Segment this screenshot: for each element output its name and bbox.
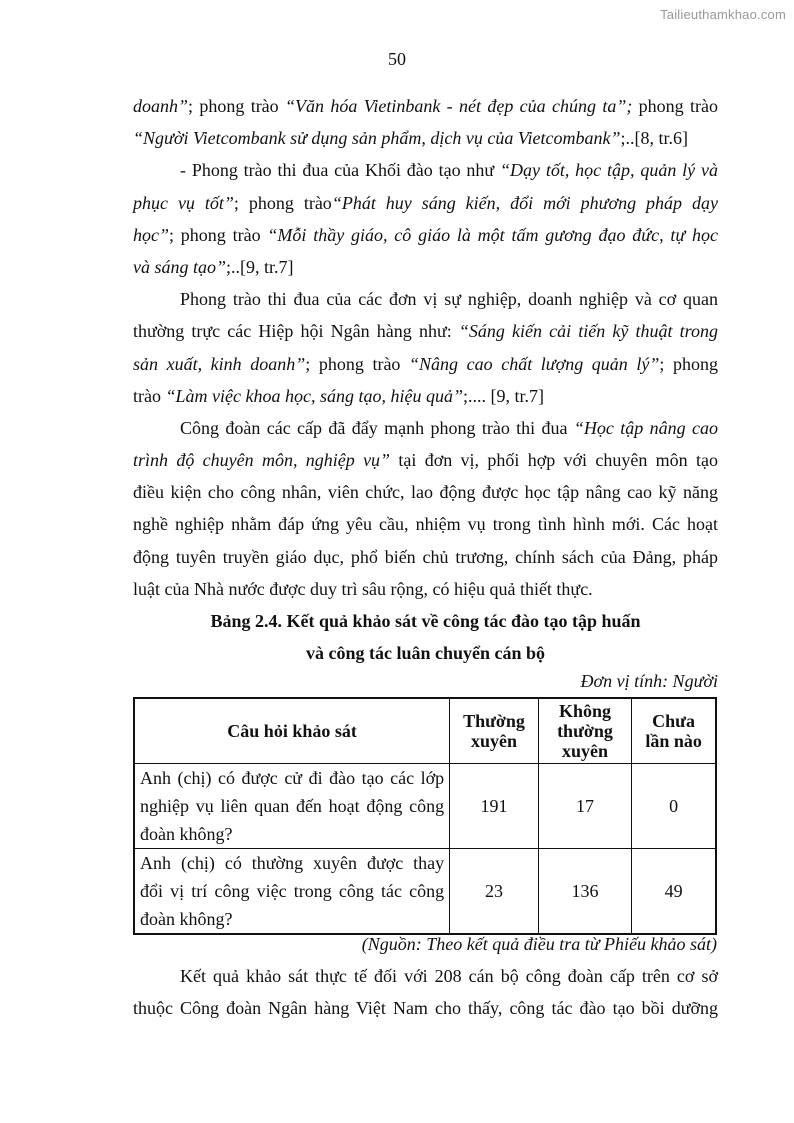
paragraph-line [133, 508, 718, 540]
header-line: lần nào [645, 731, 702, 751]
question-cell [134, 764, 450, 849]
paragraph-line [133, 476, 718, 508]
body-text: ; phong trào [233, 192, 332, 213]
quote-text: doanh” [133, 96, 189, 116]
irregular-cell: 17 [538, 764, 631, 849]
body-text: ;..[8, tr.6] [620, 128, 689, 149]
quote-text: “Phát huy sáng kiến, đổi mới phương pháp dạy [331, 192, 718, 213]
column-header-irregular [538, 698, 631, 764]
question-line: Anh (chị) có thường xuyên được thay [140, 853, 445, 873]
quote-text: “Văn hóa Vietinbank - nét đẹp của chúng ta”; [285, 96, 633, 116]
survey-table [133, 697, 717, 935]
quote-text: “Sáng kiến cải tiến kỹ thuật trong [458, 321, 718, 342]
body-text: ;.... [9, tr.7] [462, 385, 544, 406]
body-text: ; phong trào [188, 96, 286, 116]
column-header-never [632, 698, 716, 764]
table-header-row [134, 698, 716, 764]
question-line: đoàn không? [140, 909, 233, 929]
body-text: tại đơn vị, phối hợp với chuyên môn tạo [390, 450, 718, 471]
paragraph-line: Kết quả khảo sát thực tế đối với 208 cán bộ công đoàn cấp trên cơ sở [180, 966, 718, 986]
question-line: Anh (chị) có được cử đi đào tạo các lớp [140, 768, 445, 788]
column-header-regular [450, 698, 539, 764]
irregular-cell: 136 [538, 849, 631, 935]
quote-text: “Người Vietcombank sử dụng sản phẩm, dịch vụ của Vietcombank” [133, 128, 621, 149]
header-line: Chưa [652, 711, 695, 731]
header-line: thường [557, 721, 613, 741]
quote-text: “Học tập nâng cao [573, 417, 718, 438]
body-text: ;..[9, tr.7] [226, 256, 294, 277]
paragraph-line [133, 283, 718, 315]
quote-text: trình độ chuyên môn, nghiệp vụ” [133, 450, 391, 471]
paragraph-line [133, 251, 718, 283]
table-caption: Bảng 2.4. Kết quả khảo sát về công tác đào tạo tập huấn [210, 611, 641, 631]
never-cell: 0 [632, 764, 716, 849]
body-text: luật của Nhà nước được duy trì sâu rộng, có hiệu quả thiết thực. [133, 578, 593, 599]
paragraph-line: thuộc Công đoàn Ngân hàng Việt Nam cho thấy, công tác đào tạo bồi dưỡng [133, 998, 718, 1019]
quote-text: phục vụ tốt” [133, 192, 234, 213]
table-row [134, 764, 716, 849]
regular-cell: 23 [450, 849, 539, 935]
quote-text: học” [133, 224, 169, 245]
body-text: ; phong trào [169, 224, 268, 245]
column-header-question: Câu hỏi khảo sát [134, 698, 450, 764]
body-text: động tuyên truyền giáo dục, phổ biến chủ trương, chính sách của Đảng, pháp [133, 546, 718, 567]
quote-text: và sáng tạo” [133, 256, 227, 277]
body-text: trào [133, 385, 166, 406]
quote-text: “Làm việc khoa học, sáng tạo, hiệu quả” [165, 385, 463, 406]
body-text: Công đoàn các cấp đã đẩy mạnh phong trào thi đua [180, 417, 574, 438]
paragraph-line [133, 122, 718, 154]
header-line: Thường [463, 711, 525, 731]
header-line: xuyên [470, 731, 517, 751]
table-source: (Nguồn: Theo kết quả điều tra từ Phiếu khảo sát) [361, 934, 717, 954]
paragraph-line [133, 154, 718, 186]
paragraph-line [133, 573, 718, 605]
quote-text: sản xuất, kinh doanh” [133, 353, 306, 374]
body-text: nghề nghiệp nhằm đáp ứng yêu cầu, nhiệm vụ trong tình hình mới. Các hoạt [133, 514, 718, 535]
body-text: điều kiện cho công nhân, viên chức, lao động được học tập nâng cao kỹ năng [133, 482, 718, 503]
body-text: - Phong trào thi đua của Khối đào tạo như [180, 160, 501, 181]
table-row [134, 849, 716, 935]
question-line: nghiệp vụ liên quan đến hoạt động công [140, 796, 445, 816]
paragraph-line [133, 541, 718, 573]
body-text: ; phong [659, 353, 718, 374]
body-text: ; phong trào [305, 353, 410, 374]
paragraph-line [133, 90, 718, 122]
header-line: Không [558, 701, 611, 721]
body-text: Phong trào thi đua của các đơn vị sự nghiệp, doanh nghiệp và cơ quan [180, 289, 718, 310]
never-cell: 49 [632, 849, 716, 935]
table-unit: Đơn vị tính: Người [580, 671, 718, 692]
page-number: 50 [388, 49, 406, 69]
quote-text: “Mỗi thầy giáo, cô giáo là một tấm gương đạo đức, tự học [267, 224, 718, 245]
table-caption: và công tác luân chuyển cán bộ [305, 643, 546, 664]
paragraph-line [133, 380, 718, 412]
paragraph-line [133, 187, 718, 219]
regular-cell: 191 [450, 764, 539, 849]
paragraph-line [133, 315, 718, 347]
document-body [133, 90, 718, 693]
question-line: đổi vị trí công việc trong công tác công [140, 881, 445, 901]
paragraph-line [133, 348, 718, 380]
watermark: Tailieuthamkhao.com [660, 7, 786, 22]
quote-text: “Nâng cao chất lượng quản lý” [409, 353, 660, 374]
paragraph-line [133, 412, 718, 444]
closing-paragraph [133, 960, 718, 1024]
body-text: phong trào [632, 96, 718, 116]
quote-text: “Dạy tốt, học tập, quản lý và [500, 160, 718, 181]
question-line: đoàn không? [140, 824, 233, 844]
header-line: xuyên [561, 741, 608, 761]
paragraph-line [133, 444, 718, 476]
body-text: thường trực các Hiệp hội Ngân hàng như: [133, 321, 459, 342]
paragraph-line [133, 219, 718, 251]
question-cell [134, 849, 450, 935]
